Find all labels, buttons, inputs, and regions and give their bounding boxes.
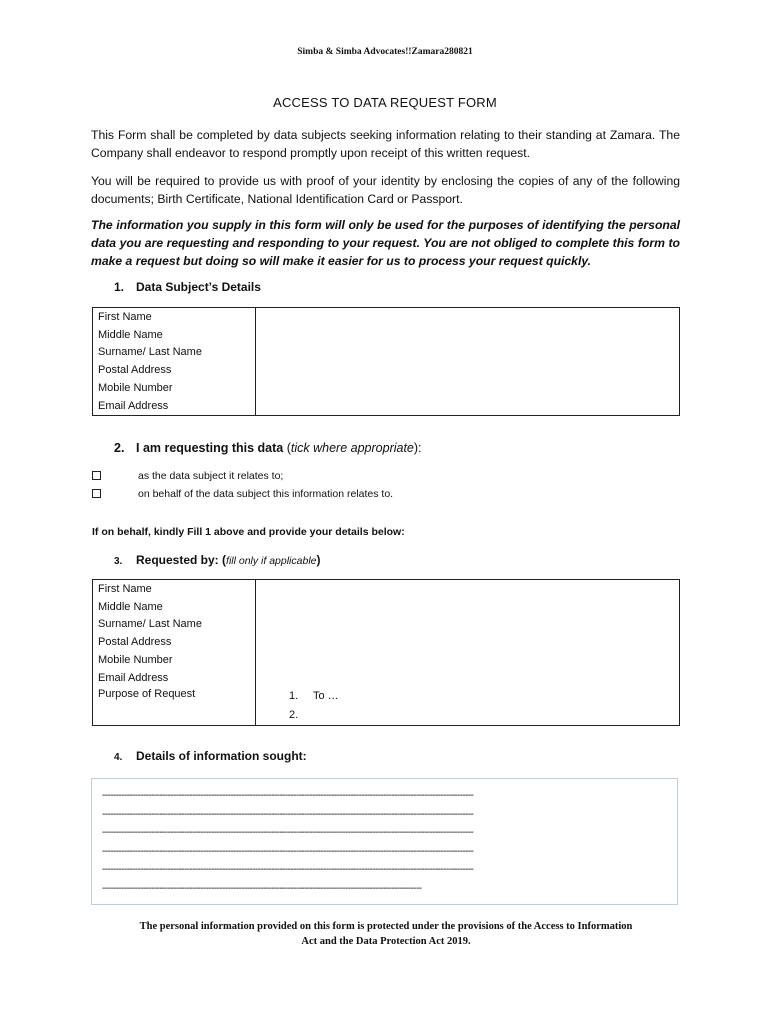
section-hint: tick where appropriate bbox=[290, 441, 414, 455]
dashed-line: ---------------------------------------------------------------------------------------------------------------------------------------- bbox=[102, 845, 474, 857]
footer-line: Act and the Data Protection Act 2019. bbox=[301, 936, 471, 947]
purpose-list bbox=[261, 687, 674, 725]
dashed-line: ---------------------------------------------------------------------------------------------------------------------------------------- bbox=[102, 808, 474, 820]
requester-details-table bbox=[92, 579, 680, 726]
identity-proof-paragraph: You will be required to provide us with proof of your identity by enclosing the copies of any of the following documents; Birth Certificate, National Identification Card or Passport. bbox=[91, 174, 680, 206]
section-number: 4. bbox=[114, 752, 123, 763]
table-row bbox=[93, 616, 680, 634]
middle-name-input-cell[interactable] bbox=[256, 598, 680, 616]
field-label: Mobile Number bbox=[93, 651, 256, 669]
field-label: Postal Address bbox=[93, 633, 256, 651]
form-title: ACCESS TO DATA REQUEST FORM bbox=[273, 95, 497, 110]
section-number: 2. bbox=[114, 441, 125, 455]
dashed-line: ---------------------------------------------------------------------------------------------------------------------------------------- bbox=[102, 827, 474, 838]
table-row bbox=[93, 580, 680, 598]
document-header: Simba & Simba Advocates!!Zamara280821 bbox=[297, 47, 473, 57]
option-on-behalf[interactable] bbox=[92, 488, 393, 500]
table-row bbox=[93, 598, 680, 616]
table-row bbox=[93, 651, 680, 669]
section-3-heading: 3. Requested by: (fill only if applicable) bbox=[114, 553, 321, 567]
list-item: 1. To … bbox=[289, 689, 339, 702]
table-row bbox=[93, 687, 680, 726]
field-label: Surname/ Last Name bbox=[93, 344, 256, 362]
section-4-heading bbox=[114, 749, 307, 763]
table-row bbox=[93, 397, 680, 415]
postal-address-input-cell[interactable] bbox=[256, 633, 680, 651]
footer-line: The personal information provided on this form is protected under the provisions of the Access to Information bbox=[139, 921, 633, 932]
postal-address-input-cell[interactable] bbox=[256, 361, 680, 379]
privacy-notice-paragraph: The information you supply in this form will only be used for the purposes of identifying the personal data you are requesting and responding to your request. You are not obliged to complete this form to make a request but doing so will make it easier for us to process your request quickly. bbox=[91, 218, 680, 268]
option-data-subject[interactable] bbox=[92, 470, 283, 482]
field-label: Surname/ Last Name bbox=[93, 616, 256, 634]
intro-paragraph: This Form shall be completed by data subjects seeking information relating to their standing at Zamara. The Company shall endeavor to respond promptly upon receipt of this written request. bbox=[91, 128, 680, 160]
purpose-input-cell[interactable] bbox=[256, 687, 680, 726]
section-number: 1. bbox=[114, 280, 125, 294]
field-label: First Name bbox=[93, 308, 256, 326]
section-title: Requested by: bbox=[136, 553, 219, 567]
surname-input-cell[interactable] bbox=[256, 344, 680, 362]
on-behalf-instruction: If on behalf, kindly Fill 1 above and provide your details below: bbox=[92, 526, 405, 538]
mobile-number-input-cell[interactable] bbox=[256, 379, 680, 397]
first-name-input-cell[interactable] bbox=[256, 308, 680, 326]
middle-name-input-cell[interactable] bbox=[256, 326, 680, 344]
table-row bbox=[93, 669, 680, 687]
checkbox[interactable] bbox=[92, 471, 101, 480]
option-label: as the data subject it relates to; bbox=[138, 470, 284, 482]
email-address-input-cell[interactable] bbox=[256, 397, 680, 415]
first-name-input-cell[interactable] bbox=[256, 580, 680, 598]
list-item: 2. bbox=[289, 708, 299, 721]
section-title: Details of information sought: bbox=[136, 749, 307, 763]
legal-footer bbox=[92, 919, 680, 949]
dashed-line: ---------------------------------------------------------------------------------------------------------------------------------------- bbox=[102, 790, 474, 801]
field-label: Email Address bbox=[93, 669, 256, 687]
field-label: Mobile Number bbox=[93, 379, 256, 397]
table-row bbox=[93, 308, 680, 326]
field-label: Middle Name bbox=[93, 598, 256, 616]
checkbox[interactable] bbox=[92, 489, 101, 498]
data-subject-details-table bbox=[92, 307, 680, 416]
option-label: on behalf of the data subject this information relates to. bbox=[138, 488, 394, 500]
section-hint: fill only if applicable bbox=[226, 555, 317, 567]
table-row bbox=[93, 344, 680, 362]
email-address-input-cell[interactable] bbox=[256, 669, 680, 687]
field-label: Middle Name bbox=[93, 326, 256, 344]
field-label: Email Address bbox=[93, 397, 256, 415]
section-title: I am requesting this data bbox=[136, 441, 284, 455]
field-label: First Name bbox=[93, 580, 256, 598]
field-label: Purpose of Request bbox=[93, 687, 256, 726]
section-2-heading: 2. I am requesting this data (tick where appropriate): bbox=[114, 441, 422, 455]
section-number: 3. bbox=[114, 556, 123, 567]
dashed-line: --------------------------------------------------------------------------------------------------------------------- bbox=[102, 882, 422, 894]
surname-input-cell[interactable] bbox=[256, 616, 680, 634]
field-label: Postal Address bbox=[93, 361, 256, 379]
mobile-number-input-cell[interactable] bbox=[256, 651, 680, 669]
information-sought-textarea[interactable] bbox=[91, 778, 678, 905]
table-row bbox=[93, 326, 680, 344]
table-row bbox=[93, 361, 680, 379]
table-row bbox=[93, 633, 680, 651]
dashed-line: ---------------------------------------------------------------------------------------------------------------------------------------- bbox=[102, 864, 474, 875]
section-title: Data Subject’s Details bbox=[136, 280, 261, 294]
section-1-heading bbox=[114, 280, 261, 294]
table-row bbox=[93, 379, 680, 397]
